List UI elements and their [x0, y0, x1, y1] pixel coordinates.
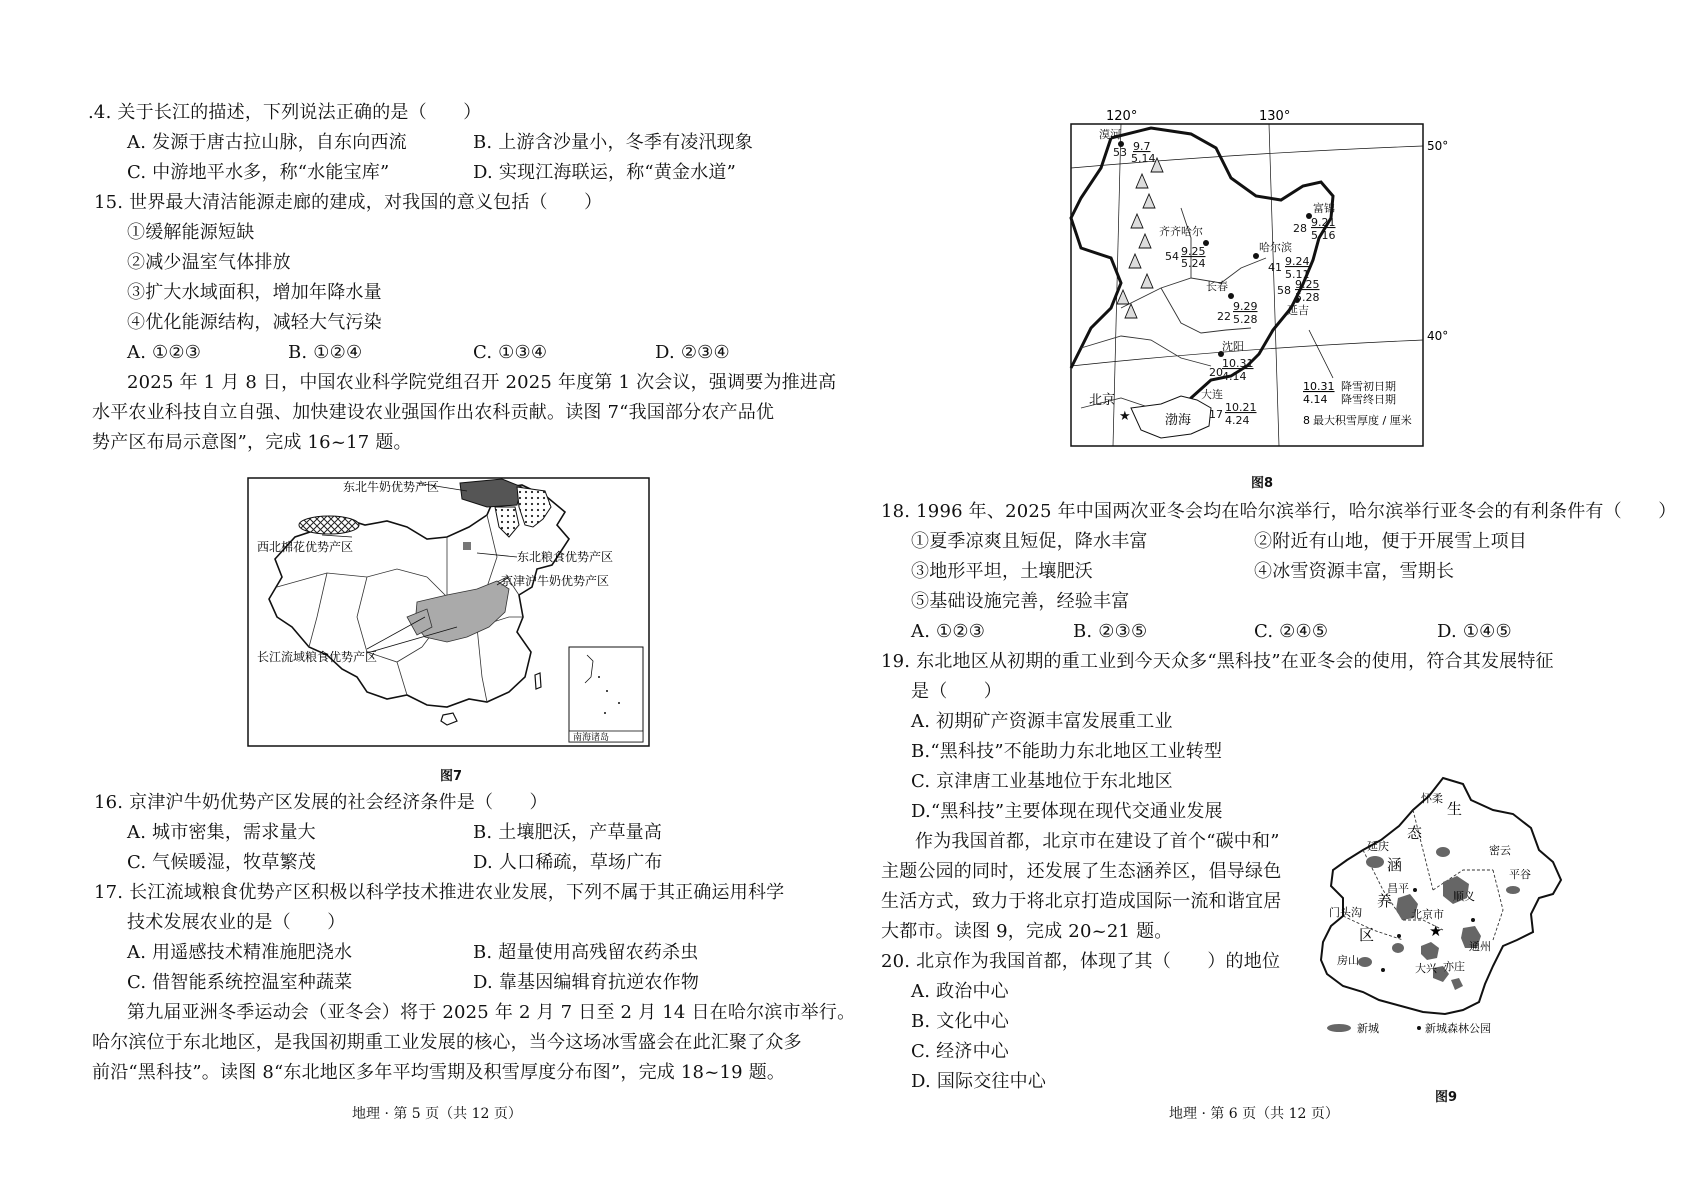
- q16-option-a: A. 城市密集，需求量大: [127, 822, 316, 843]
- shenyang-first-snow: 10.31: [1222, 357, 1254, 370]
- shenyang-last-snow: 4.14: [1222, 370, 1247, 383]
- figure-8-northeast-snow-map: [1041, 108, 1461, 458]
- q16-option-c: C. 气候暖湿，牧草繁茂: [127, 852, 316, 873]
- q19-option-a: A. 初期矿产资源丰富发展重工业: [911, 711, 1173, 732]
- label-yanqing: 延庆: [1367, 840, 1389, 853]
- legend-park-swatch: [1417, 1026, 1421, 1030]
- q18-option-d: D. ①④⑤: [1437, 621, 1512, 642]
- latitude-50-label: 50°: [1427, 139, 1449, 153]
- eco-char-2: 态: [1407, 824, 1423, 842]
- figure-9-caption: 图9: [1435, 1090, 1458, 1105]
- q18-statement-3: ③地形平坦，土壤肥沃: [911, 561, 1093, 582]
- q19-option-b: B.“黑科技”不能助力东北地区工业转型: [911, 741, 1223, 762]
- label-shunyi: 顺义: [1453, 890, 1475, 903]
- intro20-line-3: 生活方式，致力于将北京打造成国际一流和谐宜居: [881, 891, 1282, 912]
- fujin-last-snow: 5.16: [1311, 229, 1336, 242]
- beijing-star-icon: ★: [1119, 409, 1131, 424]
- label-northwest-cotton: 西北棉花优势产区: [257, 540, 354, 554]
- mohe-last-snow: 5.14: [1131, 152, 1156, 165]
- q15-statement-4: ④优化能源结构，减轻大气污染: [127, 312, 382, 333]
- q14-option-b: B. 上游含沙量小，冬季有凌汛现象: [473, 132, 754, 153]
- legend-newtown-swatch: [1327, 1024, 1351, 1032]
- eco-char-3: 涵: [1387, 856, 1403, 874]
- label-miyun: 密云: [1489, 844, 1511, 857]
- dalian-first-snow: 10.21: [1225, 401, 1257, 414]
- intro18-line-1: 第九届亚洲冬季运动会（亚冬会）将于 2025 年 2 月 7 日至 2 月 14 日在哈尔滨市举行。: [127, 1002, 856, 1023]
- label-beijing-city: 北京市: [1411, 908, 1444, 921]
- mohe-first-snow: 9.7: [1133, 140, 1151, 153]
- intro20-line-1: 作为我国首都，北京市在建设了首个“碳中和”: [915, 831, 1280, 852]
- label-tongzhou: 通州: [1469, 940, 1491, 953]
- legend-first-value: 10.31: [1303, 380, 1335, 393]
- mohe-depth: 53: [1113, 146, 1127, 159]
- intro20-line-4: 大都市。读图 9，完成 20~21 题。: [881, 921, 1173, 942]
- label-mentougou: 门头沟: [1329, 906, 1362, 919]
- q15-option-a: A. ①②③: [127, 342, 202, 363]
- q18-statement-5: ⑤基础设施完善，经验丰富: [911, 591, 1130, 612]
- q18-statement-2: ②附近有山地，便于开展雪上项目: [1254, 531, 1527, 552]
- intro16-line-1: 2025 年 1 月 8 日，中国农业科学院党组召开 2025 年度第 1 次会议，强调要为推进高: [127, 372, 837, 393]
- q19-option-d: D.“黑科技”主要体现在现代交通业发展: [911, 801, 1223, 822]
- shenyang-depth: 20: [1209, 366, 1223, 379]
- changchun-first-snow: 9.29: [1233, 300, 1258, 313]
- q16-option-b: B. 土壤肥沃，产草量高: [473, 822, 663, 843]
- q18-option-a: A. ①②③: [911, 621, 986, 642]
- figure-7-caption: 图7: [440, 769, 463, 784]
- q14-stem: .4. 关于长江的描述，下列说法正确的是（ ）: [88, 102, 482, 123]
- label-pinggu: 平谷: [1509, 868, 1531, 881]
- q17-line-1: 17. 长江流域粮食优势产区积极以科学技术推进农业发展，下列不属于其正确运用科学: [94, 882, 785, 903]
- yanji-first-snow: 9.25: [1295, 278, 1320, 291]
- yanji-last-snow: 5.28: [1295, 291, 1320, 304]
- harbin-last-snow: 5.11: [1285, 268, 1310, 281]
- figure-8-caption: 图8: [1251, 476, 1274, 491]
- city-beijing: 北京: [1089, 393, 1116, 408]
- q15-option-c: C. ①③④: [473, 342, 548, 363]
- station-changchun-dot: [1228, 293, 1234, 299]
- changchun-last-snow: 5.28: [1233, 313, 1258, 326]
- qiqihar-depth: 54: [1165, 250, 1179, 263]
- intro16-line-2: 水平农业科技自立自强、加快建设农业强国作出农科贡献。读图 7“我国部分农产品优: [92, 402, 775, 423]
- q16-stem: 16. 京津沪牛奶优势产区发展的社会经济条件是（ ）: [94, 792, 548, 813]
- right-page: [841, 0, 1682, 1190]
- yanji-depth: 58: [1277, 284, 1291, 297]
- city-shenyang: 沈阳: [1222, 340, 1244, 353]
- label-south-china-sea-islands: 南海诸岛: [573, 733, 610, 743]
- label-daxing: 大兴: [1415, 962, 1437, 975]
- q15-statement-1: ①缓解能源短缺: [127, 222, 255, 243]
- figure-7-china-map: [247, 477, 650, 747]
- q17-line-2: 技术发展农业的是（ ）: [127, 912, 346, 933]
- q20-option-a: A. 政治中心: [911, 981, 1009, 1002]
- left-page-footer: 地理 · 第 5 页（共 12 页）: [352, 1106, 522, 1122]
- eco-char-4: 养: [1377, 892, 1393, 910]
- right-page-footer: 地理 · 第 6 页（共 12 页）: [1169, 1106, 1339, 1122]
- q18-statement-1: ①夏季凉爽且短促，降水丰富: [911, 531, 1148, 552]
- city-fujin: 富锦: [1313, 202, 1335, 215]
- label-changping: 昌平: [1387, 882, 1409, 895]
- q18-option-c: C. ②④⑤: [1254, 621, 1329, 642]
- q15-stem: 15. 世界最大清洁能源走廊的建成，对我国的意义包括（ ）: [94, 192, 603, 213]
- legend-depth-label: 最大积雪厚度 / 厘米: [1313, 414, 1412, 427]
- qiqihar-first-snow: 9.25: [1181, 245, 1206, 258]
- q14-option-a: A. 发源于唐古拉山脉，自东向西流: [127, 132, 407, 153]
- q19-option-c: C. 京津唐工业基地位于东北地区: [911, 771, 1173, 792]
- label-bohai: 渤海: [1165, 413, 1192, 428]
- dalian-depth: 17: [1209, 408, 1223, 421]
- intro20-line-2: 主题公园的同时，还发展了生态涵养区，倡导绿色: [881, 861, 1282, 882]
- q20-option-c: C. 经济中心: [911, 1041, 1009, 1062]
- legend-park-label: 新城森林公园: [1425, 1022, 1491, 1035]
- label-fangshan: 房山: [1337, 954, 1359, 967]
- legend-depth-value: 8: [1303, 414, 1310, 427]
- intro18-line-2: 哈尔滨位于东北地区，是我国初期重工业发展的核心，当今这场冰雪盛会在此汇聚了众多: [92, 1032, 802, 1053]
- q19-line-2: 是（ ）: [911, 681, 1002, 702]
- q17-option-b: B. 超量使用高残留农药杀虫: [473, 942, 699, 963]
- q16-option-d: D. 人口稀疏，草场广布: [473, 852, 663, 873]
- city-mohe: 漠河: [1099, 128, 1121, 141]
- intro18-line-3: 前沿“黑科技”。读图 8“东北地区多年平均雪期及积雪厚度分布图”，完成 18~19 题。: [92, 1062, 786, 1083]
- q20-option-d: D. 国际交往中心: [911, 1071, 1047, 1092]
- legend-first-label: 降雪初日期: [1341, 380, 1396, 393]
- longitude-130-label: 130°: [1259, 109, 1291, 124]
- label-huairou: 怀柔: [1421, 792, 1443, 805]
- q14-option-c: C. 中游地平水多，称“水能宝库”: [127, 162, 390, 183]
- longitude-120-label: 120°: [1106, 109, 1138, 124]
- legend-last-value: 4.14: [1303, 393, 1328, 406]
- harbin-first-snow: 9.24: [1285, 255, 1310, 268]
- label-northeast-dairy: 东北牛奶优势产区: [343, 480, 440, 494]
- city-qiqihar: 齐齐哈尔: [1159, 225, 1203, 238]
- dalian-last-snow: 4.24: [1225, 414, 1250, 427]
- city-harbin: 哈尔滨: [1259, 241, 1292, 254]
- eco-char-1: 生: [1447, 800, 1463, 818]
- fujin-first-snow: 9.21: [1311, 216, 1336, 229]
- q18-stem: 18. 1996 年、2025 年中国两次亚冬会均在哈尔滨举行，哈尔滨举行亚冬会的有利条件有（ ）: [881, 501, 1677, 522]
- q14-option-d: D. 实现江海联运，称“黄金水道”: [473, 162, 737, 183]
- label-northeast-grain: 东北粮食优势产区: [517, 550, 614, 564]
- city-dalian: 大连: [1201, 388, 1223, 401]
- intro16-line-3: 势产区布局示意图”，完成 16~17 题。: [92, 432, 412, 453]
- label-yangtze-grain: 长江流域粮食优势产区: [257, 650, 378, 664]
- fujin-depth: 28: [1293, 222, 1307, 235]
- q19-line-1: 19. 东北地区从初期的重工业到今天众多“黑科技”在亚冬会的使用，符合其发展特征: [881, 651, 1554, 672]
- q17-option-c: C. 借智能系统控温室种蔬菜: [127, 972, 353, 993]
- label-yizhuang: 亦庄: [1443, 960, 1465, 973]
- q18-statement-4: ④冰雪资源丰富，雪期长: [1254, 561, 1455, 582]
- changchun-depth: 22: [1217, 310, 1231, 323]
- q17-option-a: A. 用遥感技术精准施肥浇水: [127, 942, 353, 963]
- q20-option-b: B. 文化中心: [911, 1011, 1010, 1032]
- legend-newtown-label: 新城: [1357, 1022, 1379, 1035]
- q15-statement-3: ③扩大水域面积，增加年降水量: [127, 282, 382, 303]
- q15-statement-2: ②减少温室气体排放: [127, 252, 291, 273]
- q15-option-d: D. ②③④: [655, 342, 730, 363]
- label-jingjinhu-dairy: 京津沪牛奶优势产区: [501, 574, 610, 588]
- eco-char-5: 区: [1359, 926, 1375, 944]
- q17-option-d: D. 靠基因编辑育抗逆农作物: [473, 972, 700, 993]
- figure-9-beijing-map: [1303, 770, 1588, 1085]
- city-changchun: 长春: [1206, 280, 1228, 293]
- legend-last-label: 降雪终日期: [1341, 393, 1396, 406]
- q20-stem: 20. 北京作为我国首都，体现了其（ ）的地位: [881, 951, 1281, 972]
- q18-option-b: B. ②③⑤: [1073, 621, 1148, 642]
- city-yanji: 延吉: [1287, 304, 1309, 317]
- q15-option-b: B. ①②④: [288, 342, 363, 363]
- qiqihar-last-snow: 5.24: [1181, 257, 1206, 270]
- capital-star-icon: ★: [1429, 922, 1443, 940]
- latitude-40-label: 40°: [1427, 329, 1449, 343]
- harbin-depth: 41: [1268, 261, 1282, 274]
